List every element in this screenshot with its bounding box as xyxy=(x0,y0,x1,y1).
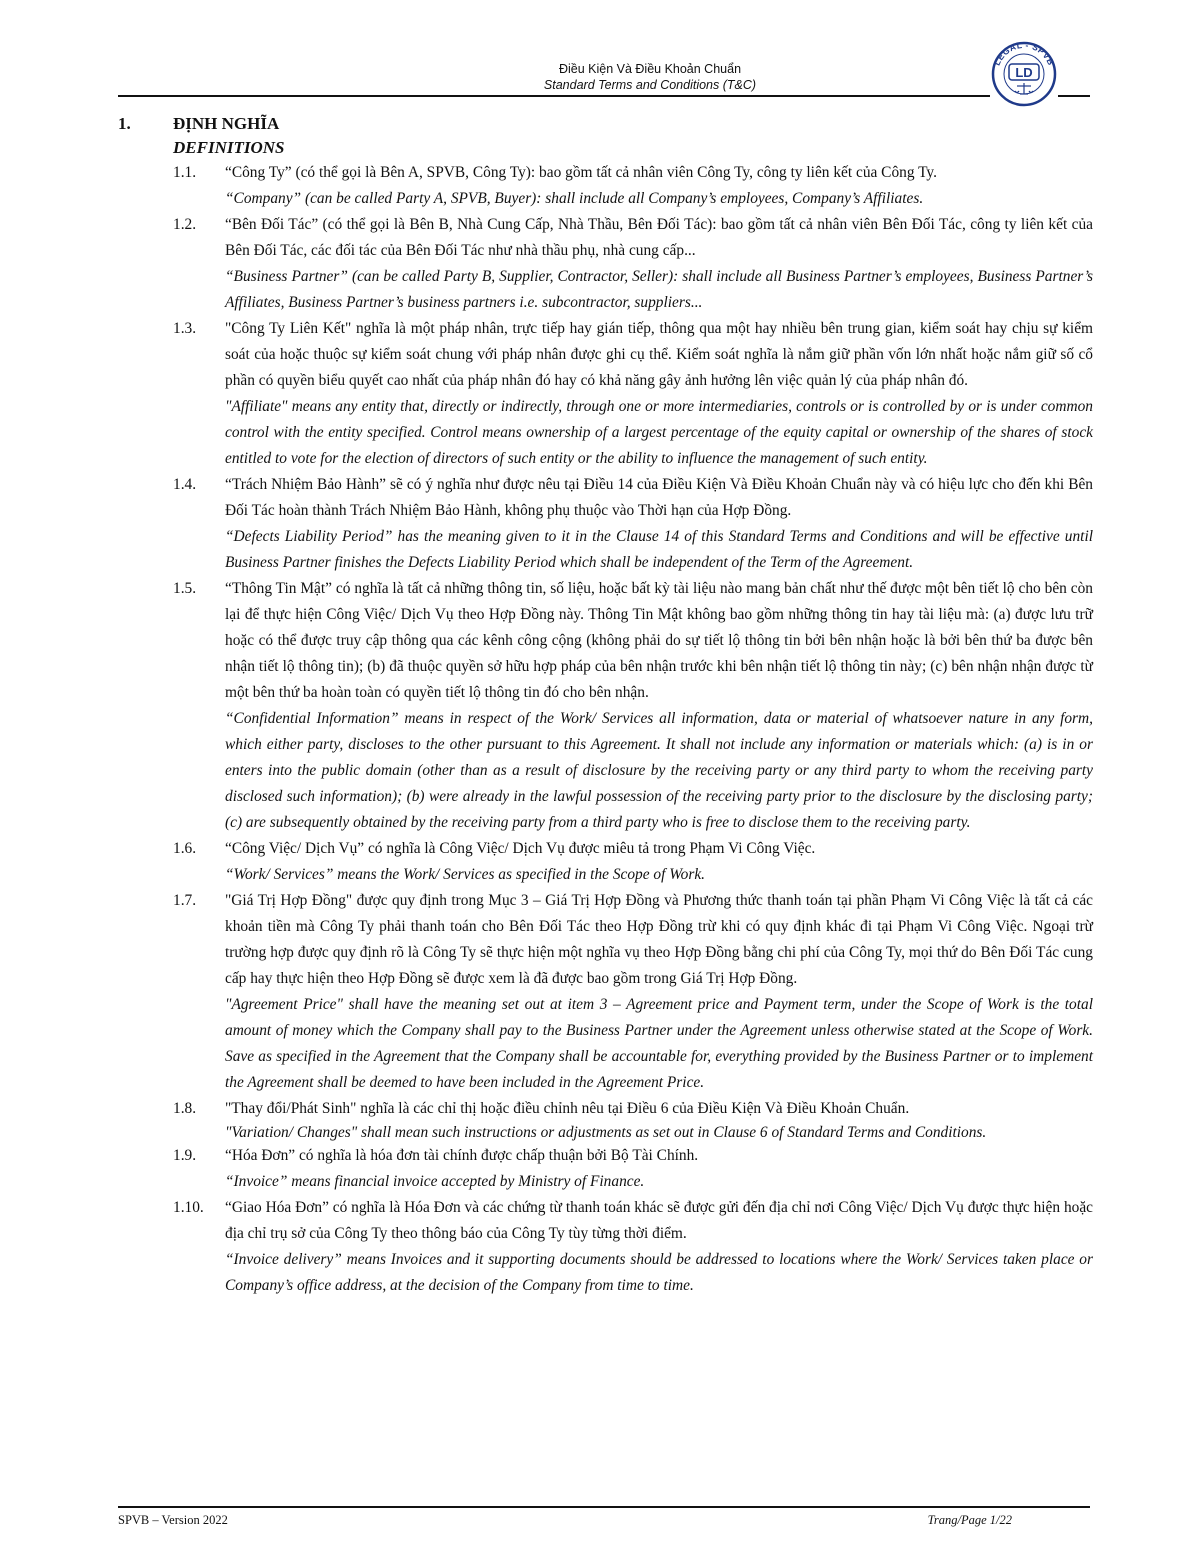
logo-ring-text: LEGAL - SPVB xyxy=(991,40,1057,67)
definition-number: 1.10. xyxy=(173,1199,204,1216)
definition-item xyxy=(118,1195,1093,1299)
definition-text-vi: “Công Việc/ Dịch Vụ” có nghĩa là Công Việc/ Dịch Vụ được miêu tả trong Phạm Vi Công Việc. xyxy=(225,840,816,857)
document-body xyxy=(118,112,1093,1299)
definition-text-en: “Invoice” means financial invoice accepted by Ministry of Finance. xyxy=(225,1173,645,1190)
definition-text-en: “Business Partner” (can be called Party B, Supplier, Contractor, Seller): shall include all Business Partner’s employees, Business Partner’s Affiliates, Business Partner’s business partners i.e. subcontractor, suppliers... xyxy=(225,268,1093,311)
definition-text-en: “Invoice delivery” means Invoices and it supporting documents should be addressed to locations where the Work/ Services taken place or Company’s office address, at the decision of the Company from time to time. xyxy=(225,1251,1093,1294)
definition-item xyxy=(118,888,1093,1096)
definition-text-vi: “Bên Đối Tác” (có thể gọi là Bên B, Nhà Cung Cấp, Nhà Thầu, Bên Đối Tác): bao gồm tất cả nhân viên Bên Đối Tác, công ty liên kết của Bên Đối Tác, các đối tác của Bên Đối Tác như nhà thầu phụ, nhà cung cấp... xyxy=(225,216,1093,259)
definition-text-vi: “Thông Tin Mật” có nghĩa là tất cả những thông tin, số liệu, hoặc bất kỳ tài liệu nào mang bản chất như thế được một bên tiết lộ cho bên còn lại để thực hiện Công Việc/ Dịch Vụ theo Hợp Đồng này. Thông Tin Mật không bao gồm những thông tin hay tài liệu mà: (a) được lưu trữ hoặc có thể được truy cập thông qua các kênh công cộng (không phải do sự tiết lộ thông tin bởi bên nhận hoặc là bởi bên thứ ba được bên nhận tiết lộ thông tin); (b) đã thuộc quyền sở hữu hợp pháp của bên nhận trước khi bên nhận tiết lộ thông tin này; (c) bên nhận nhận được từ một bên thứ ba hoàn toàn có quyền tiết lộ thông tin đó cho bên nhận. xyxy=(225,580,1093,701)
definition-number: 1.4. xyxy=(173,476,197,493)
definition-text-en: “Confidential Information” means in respect of the Work/ Services all information, data or material of whatsoever nature in any form, which either party, discloses to the other pursuant to this Agreement. It shall not include any information or materials which: (a) is in or enters into the public domain (other than as a result of disclosure by the receiving party or any third party to whom the receiving party disclosed such information); (b) were already in the lawful possession of the receiving party prior to the disclosure by the disclosing party; (c) are subsequently obtained by the receiving party from a third party who is free to disclose them to the receiving party. xyxy=(225,710,1093,831)
definition-text-vi: "Công Ty Liên Kết" nghĩa là một pháp nhân, trực tiếp hay gián tiếp, thông qua một hay nhiều bên trung gian, kiểm soát hay chịu sự kiểm soát của hoặc thuộc sự kiểm soát chung với pháp nhân được ghi cụ thể. Kiểm soát nghĩa là nắm giữ phần vốn lớn nhất hoặc nắm giữ số cổ phần có quyền biểu quyết cao nhất của pháp nhân đó hay có khả năng gây ảnh hưởng lên việc quản lý của pháp nhân đó. xyxy=(225,320,1093,389)
definition-number: 1.8. xyxy=(173,1100,197,1117)
definition-text-vi: “Công Ty” (có thể gọi là Bên A, SPVB, Công Ty): bao gồm tất cả nhân viên Công Ty, công ty liên kết của Công Ty. xyxy=(225,164,937,181)
footer-page-number: Trang/Page 1/22 xyxy=(927,1513,1012,1527)
legal-spvb-logo xyxy=(990,40,1058,108)
header-rule-right xyxy=(1058,95,1090,97)
definition-text-vi: "Giá Trị Hợp Đồng" được quy định trong Mục 3 – Giá Trị Hợp Đồng và Phương thức thanh toán tại phần Phạm Vi Công Việc là tất cả các khoản tiền mà Công Ty phải thanh toán cho Bên Đối Tác theo Hợp Đồng trừ khi có quy định khác đi tại Phạm Vi Công Việc. Ngoại trừ trường hợp được quy định rõ là Công Ty sẽ thực hiện một nghĩa vụ theo Hợp Đồng bằng chi phí của Công Ty, mọi thứ do Bên Đối Tác cung cấp hay thực hiện theo Hợp Đồng sẽ được xem là đã được bao gồm trong Giá Trị Hợp Đồng. xyxy=(225,892,1093,987)
definition-text-en: "Agreement Price" shall have the meaning set out at item 3 – Agreement price and Payment term, under the Scope of Work is the total amount of money which the Company shall pay to the Business Partner under the Agreement unless otherwise stated at the Scope of Work. Save as specified in the Agreement that the Company shall be accountable for, everything provided by the Business Partner or to implement the Agreement shall be deemed to have been included in the Agreement Price. xyxy=(225,996,1093,1091)
logo-center-text: LD xyxy=(1015,65,1033,80)
definition-text-en: "Affiliate" means any entity that, directly or indirectly, through one or more intermediaries, controls or is controlled by or is under common control with the entity specified. Control means ownership of a largest percentage of the equity capital or ownership of the shares of stock entitled to vote for the election of directors of such entity or the ability to influence the management of such entity. xyxy=(225,398,1093,467)
definition-text-vi: “Trách Nhiệm Bảo Hành” sẽ có ý nghĩa như được nêu tại Điều 14 của Điều Kiện Và Điều Khoản Chuẩn này và có hiệu lực cho đến khi Bên Đối Tác hoàn thành Trách Nhiệm Bảo Hành, không phụ thuộc vào Thời hạn của Hợp Đồng. xyxy=(225,476,1093,519)
definitions-list xyxy=(118,160,1093,1299)
definition-item xyxy=(118,1096,1093,1143)
definition-text-vi: "Thay đổi/Phát Sinh" nghĩa là các chỉ thị hoặc điều chỉnh nêu tại Điều 6 của Điều Kiện Và Điều Khoản Chuẩn. xyxy=(225,1100,910,1117)
definition-number: 1.3. xyxy=(173,320,197,337)
definition-text-vi: “Giao Hóa Đơn” có nghĩa là Hóa Đơn và các chứng từ thanh toán khác sẽ được gửi đến địa chỉ nơi Công Việc/ Dịch Vụ được thực hiện hoặc địa chỉ trụ sở của Công Ty theo thông báo của Công Ty tùy từng thời điểm. xyxy=(225,1199,1093,1242)
definition-number: 1.1. xyxy=(173,164,197,181)
definition-number: 1.9. xyxy=(173,1147,197,1164)
definition-number: 1.2. xyxy=(173,216,197,233)
definition-number: 1.5. xyxy=(173,580,197,597)
definition-text-vi: “Hóa Đơn” có nghĩa là hóa đơn tài chính được chấp thuận bởi Bộ Tài Chính. xyxy=(225,1147,699,1164)
section-heading xyxy=(118,112,1093,136)
header-subtitle: Standard Terms and Conditions (T&C) xyxy=(543,78,757,92)
definition-number: 1.6. xyxy=(173,840,197,857)
section-title-en: DEFINITIONS xyxy=(173,138,285,157)
definition-text-en: "Variation/ Changes" shall mean such instructions or adjustments as set out in Clause 6 of Standard Terms and Conditions. xyxy=(225,1124,987,1141)
footer-rule xyxy=(118,1506,1090,1508)
definition-item xyxy=(118,1143,1093,1195)
section-title-vi: ĐỊNH NGHĨA xyxy=(173,114,280,133)
section-number: 1. xyxy=(118,114,131,133)
definition-item xyxy=(118,576,1093,836)
header-title: Điều Kiện Và Điều Khoản Chuẩn xyxy=(558,62,742,76)
definition-number: 1.7. xyxy=(173,892,197,909)
definition-text-en: “Defects Liability Period” has the meaning given to it in the Clause 14 of this Standard Terms and Conditions and will be effective until Business Partner finishes the Defects Liability Period which shall be independent of the Term of the Agreement. xyxy=(225,528,1093,571)
definition-item xyxy=(118,836,1093,888)
definition-item xyxy=(118,316,1093,472)
footer-version: SPVB – Version 2022 xyxy=(118,1513,228,1527)
header-rule xyxy=(118,95,990,97)
definition-text-en: “Company” (can be called Party A, SPVB, Buyer): shall include all Company’s employees, Company’s Affiliates. xyxy=(225,190,924,207)
definition-item xyxy=(118,160,1093,212)
definition-item xyxy=(118,212,1093,316)
definition-text-en: “Work/ Services” means the Work/ Services as specified in the Scope of Work. xyxy=(225,866,706,883)
definition-item xyxy=(118,472,1093,576)
